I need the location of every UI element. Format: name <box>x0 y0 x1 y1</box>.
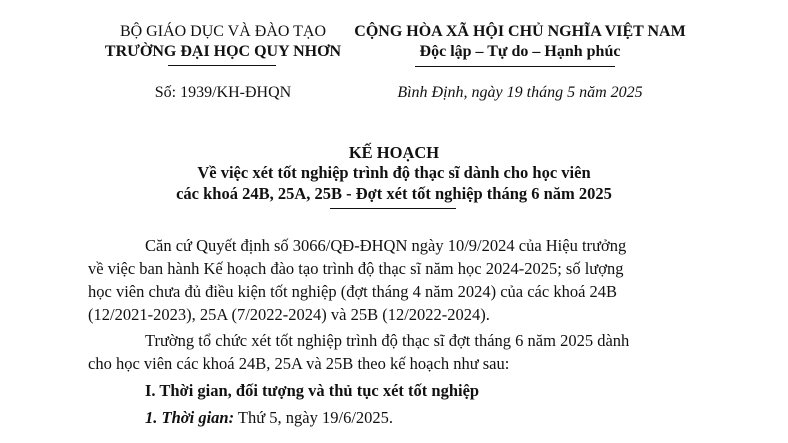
paragraph-1-line: về việc ban hành Kế hoạch đào tạo trình độ thạc sĩ năm học 2024-2025; số lượng <box>88 259 624 278</box>
national-underline <box>415 66 615 67</box>
organization-ministry: BỘ GIÁO DỤC VÀ ĐÀO TẠO <box>119 23 327 40</box>
paragraph-2-line: Trường tổ chức xét tốt nghiệp trình độ thạc sĩ đợt tháng 6 năm 2025 dành <box>145 331 630 350</box>
section-1-heading: I. Thời gian, đối tượng và thủ tục xét tốt nghiệp <box>145 381 480 400</box>
national-motto: Độc lập – Tự do – Hạnh phúc <box>419 43 621 60</box>
item-1-label: 1. Thời gian: <box>145 408 235 427</box>
national-title: CỘNG HÒA XÃ HỘI CHỦ NGHĨA VIỆT NAM <box>354 23 686 40</box>
document-number: Số: 1939/KH-ĐHQN <box>154 84 292 101</box>
organization-university: TRƯỜNG ĐẠI HỌC QUY NHƠN <box>104 43 342 60</box>
place-date: Bình Định, ngày 19 tháng 5 năm 2025 <box>397 84 643 101</box>
document-title: KẾ HOẠCH <box>348 143 440 162</box>
item-1 <box>145 408 393 428</box>
paragraph-2-line: cho học viên các khoá 24B, 25A và 25B theo kế hoạch như sau: <box>88 354 510 373</box>
organization-underline <box>168 65 276 66</box>
item-1-text: Thứ 5, ngày 19/6/2025. <box>234 408 394 427</box>
document-subtitle-line2: các khoá 24B, 25A, 25B - Đợt xét tốt nghiệp tháng 6 năm 2025 <box>176 184 612 203</box>
paragraph-1-line: (12/2021-2023), 25A (7/2022-2024) và 25B (12/2022-2024). <box>88 305 490 324</box>
paragraph-1-line: học viên chưa đủ điều kiện tốt nghiệp (đợt tháng 4 năm 2024) của các khoá 24B <box>88 282 618 301</box>
document-subtitle-line1: Về việc xét tốt nghiệp trình độ thạc sĩ dành cho học viên <box>197 163 591 182</box>
title-underline <box>330 208 456 209</box>
paragraph-1-line: Căn cứ Quyết định số 3066/QĐ-ĐHQN ngày 10/9/2024 của Hiệu trưởng <box>145 236 627 255</box>
